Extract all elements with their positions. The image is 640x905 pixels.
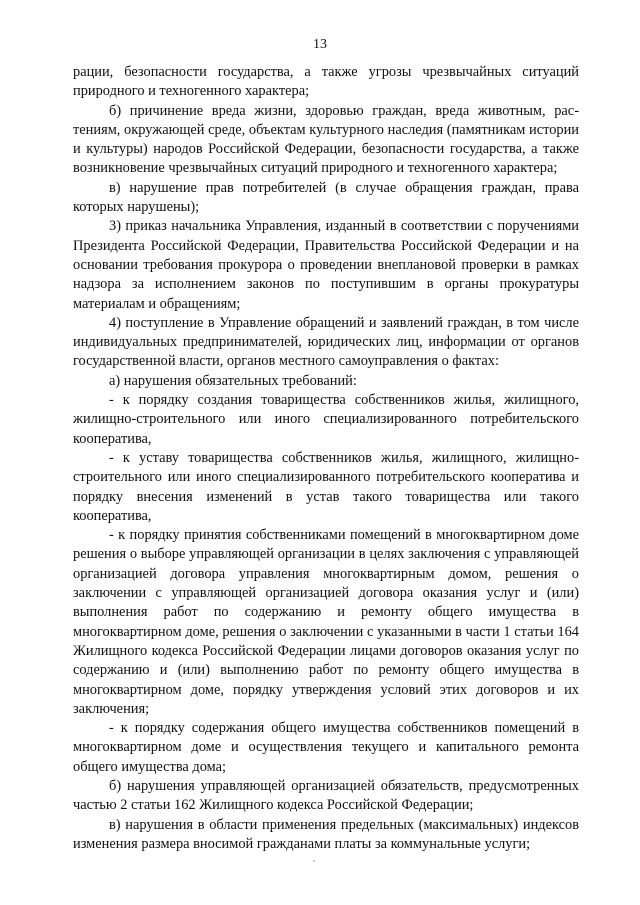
paragraph-subitem-a-violations: а) нарушения обязательных требований: xyxy=(109,372,357,389)
paragraph-dash-charter: - к уставу товарищества собственников жилья, жилищного, жилищно-строительного или иного специализированного потребительского кооператива и порядку внесения изменений в устав такого товарищества или такого кооператива, xyxy=(73,449,579,524)
paragraph-dash-decisions: - к порядку принятия собственниками помещений в многоквартирном доме решения о выборе управляющей организации в целях заключения с управляющей организацией договора управления многоквартирным домом, решения о заключении с управляющей организацией договора оказания услуг и (или) выполнения работ по содержанию и ремонту общего имущества в многоквартирном доме, решения о заключении с указанными в части 1 статьи 164 Жилищного кодекса Российской Федерации лицами договоров оказания услуг по содержанию и (или) выполнению работ по ремонту общего имущества в многоквартирном доме, порядку утверждения условий этих договоров и их заключения; xyxy=(73,527,579,717)
paragraph-continuation: рации, безопасности государства, а также угрозы чрезвычайных ситуаций природного и техногенного характера; xyxy=(73,64,579,100)
paragraph-item-v-consumer-rights: в) нарушение прав потребителей (в случае обращения граждан, права которых нарушены); xyxy=(73,179,579,216)
scan-speck xyxy=(313,860,315,862)
paragraph-subitem-v-indices: в) нарушения в области применения предельных (максимальных) индексов изменения размера вносимой гражданами платы за коммунальные услуги; xyxy=(73,816,579,852)
page-number: 13 xyxy=(313,37,327,52)
document-body xyxy=(73,63,579,854)
paragraph-item-4-complaints: 4) поступление в Управление обращений и заявлений граждан, в том числе индивидуальных предпринимателей, юридических лиц, информации от органов государственной власти, органов местного самоуправления о фактах: xyxy=(73,314,579,370)
paragraph-item-3-order: 3) приказ начальника Управления, изданный в соответствии с поручениями Президента Российской Федерации, Правительства Российской Федерации и на основании требования прокурора о проведении внеплановой проверки в рамках надзора за исполнением законов по поступившим в органы прокуратуры материалам и обращениям; xyxy=(73,218,579,312)
paragraph-item-b-harm: б) причинение вреда жизни, здоровью граждан, вреда животным, растениям, окружающей среде, объектам культурного наследия (памятникам истории и культуры) народов Российской Федерации, безопасности государства, а также возникновение чрезвычайных ситуаций природного и техногенного характера; xyxy=(73,102,579,177)
paragraph-dash-maintenance: - к порядку содержания общего имущества собственников помещений в многоквартирном доме и осуществления текущего и капитального ремонта общего имущества дома; xyxy=(73,720,579,775)
paragraph-dash-creation: - к порядку создания товарищества собственников жилья, жилищного, жилищно-строительного или иного специализированного потребительского кооператива, xyxy=(73,392,579,447)
paragraph-subitem-b-obligations: б) нарушения управляющей организацией обязательств, предусмотренных частью 2 статьи 162 Жилищного кодекса Российской Федерации; xyxy=(73,777,579,814)
